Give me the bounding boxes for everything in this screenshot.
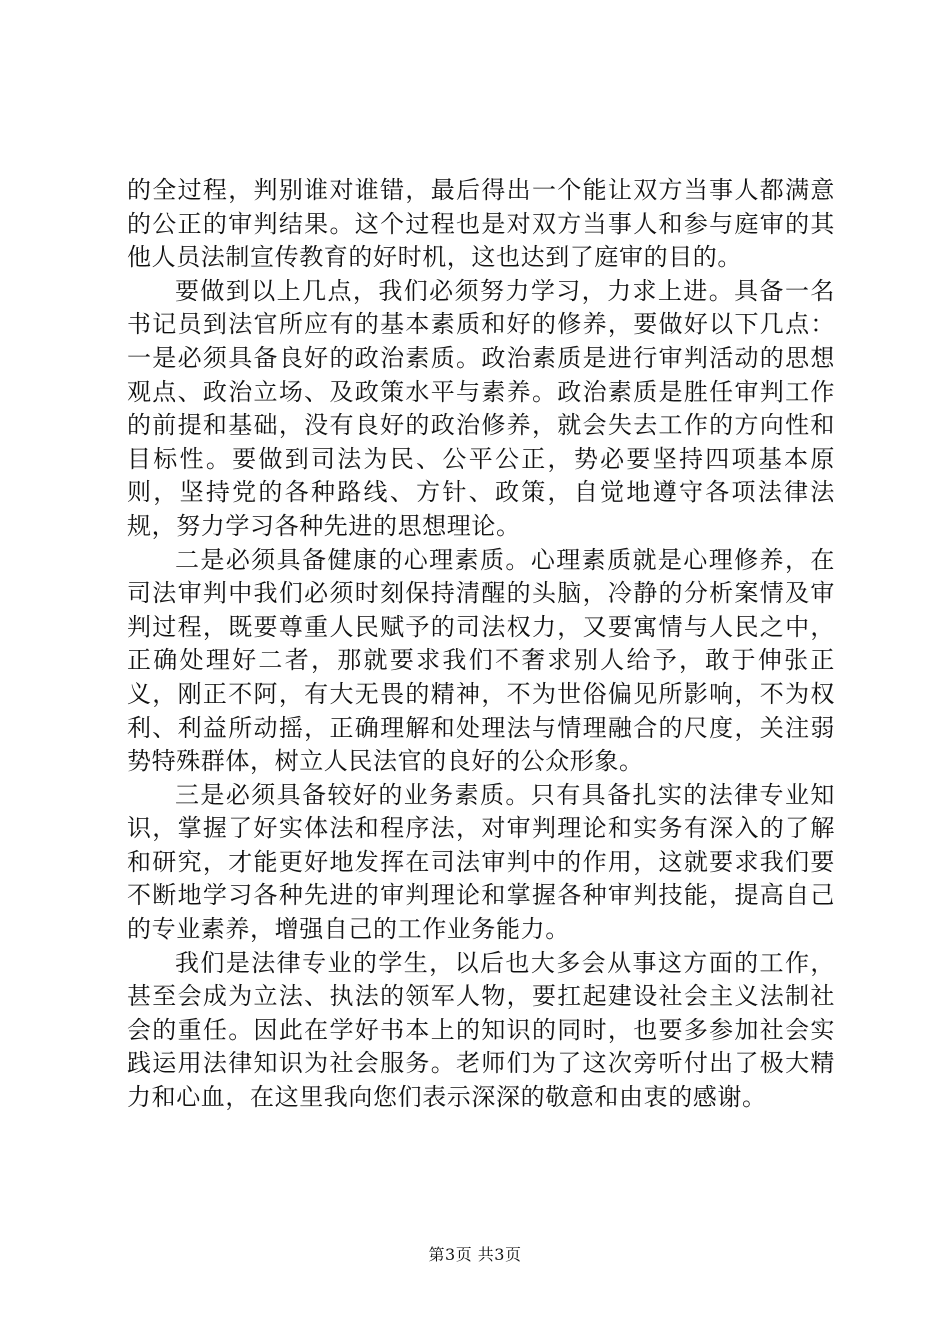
paragraph-5: 我们是法律专业的学生，以后也大多会从事这方面的工作，甚至会成为立法、执法的领军人物，要扛起建设社会主义法制社会的重任。因此在学好书本上的知识的同时，也要多参加社会实践运用法律知识为社会服务。老师们为了这次旁听付出了极大精力和心血，在这里我向您们表示深深的敬意和由衷的感谢。 — [127, 948, 835, 1112]
paragraph-2: 要做到以上几点，我们必须努力学习，力求上进。具备一名书记员到法官所应有的基本素质和好的修养，要做好以下几点：一是必须具备良好的政治素质。政治素质是进行审判活动的思想观点、政治立场、及政策水平与素养。政治素质是胜任审判工作的前提和基础，没有良好的政治修养，就会失去工作的方向性和目标性。要做到司法为民、公平公正，势必要坚持四项基本原则，坚持党的各种路线、方针、政策，自觉地遵守各项法律法规，努力学习各种先进的思想理论。 — [127, 276, 835, 540]
paragraph-4: 三是必须具备较好的业务素质。只有具备扎实的法律专业知识，掌握了好实体法和程序法，对审判理论和实务有深入的了解和研究，才能更好地发挥在司法审判中的作用，这就要求我们要不断地学习各种先进的审判理论和掌握各种审判技能，提高自己的专业素养，增强自己的工作业务能力。 — [127, 780, 835, 944]
paragraph-1: 的全过程，判别谁对谁错，最后得出一个能让双方当事人都满意的公正的审判结果。这个过程也是对双方当事人和参与庭审的其他人员法制宣传教育的好时机，这也达到了庭审的目的。 — [127, 176, 835, 272]
page-footer — [0, 1244, 950, 1266]
document-body — [127, 174, 835, 1115]
paragraph-3: 二是必须具备健康的心理素质。心理素质就是心理修养，在司法审判中我们必须时刻保持清醒的头脑，冷静的分析案情及审判过程，既要尊重人民赋予的司法权力，又要寓情与人民之中，正确处理好二者，那就要求我们不奢求别人给予，敢于伸张正义，刚正不阿，有大无畏的精神，不为世俗偏见所影响，不为权利、利益所动摇，正确理解和处理法与情理融合的尺度，关注弱势特殊群体，树立人民法官的良好的公众形象。 — [127, 545, 835, 776]
page-number-label: 第3页 共3页 — [428, 1245, 522, 1264]
